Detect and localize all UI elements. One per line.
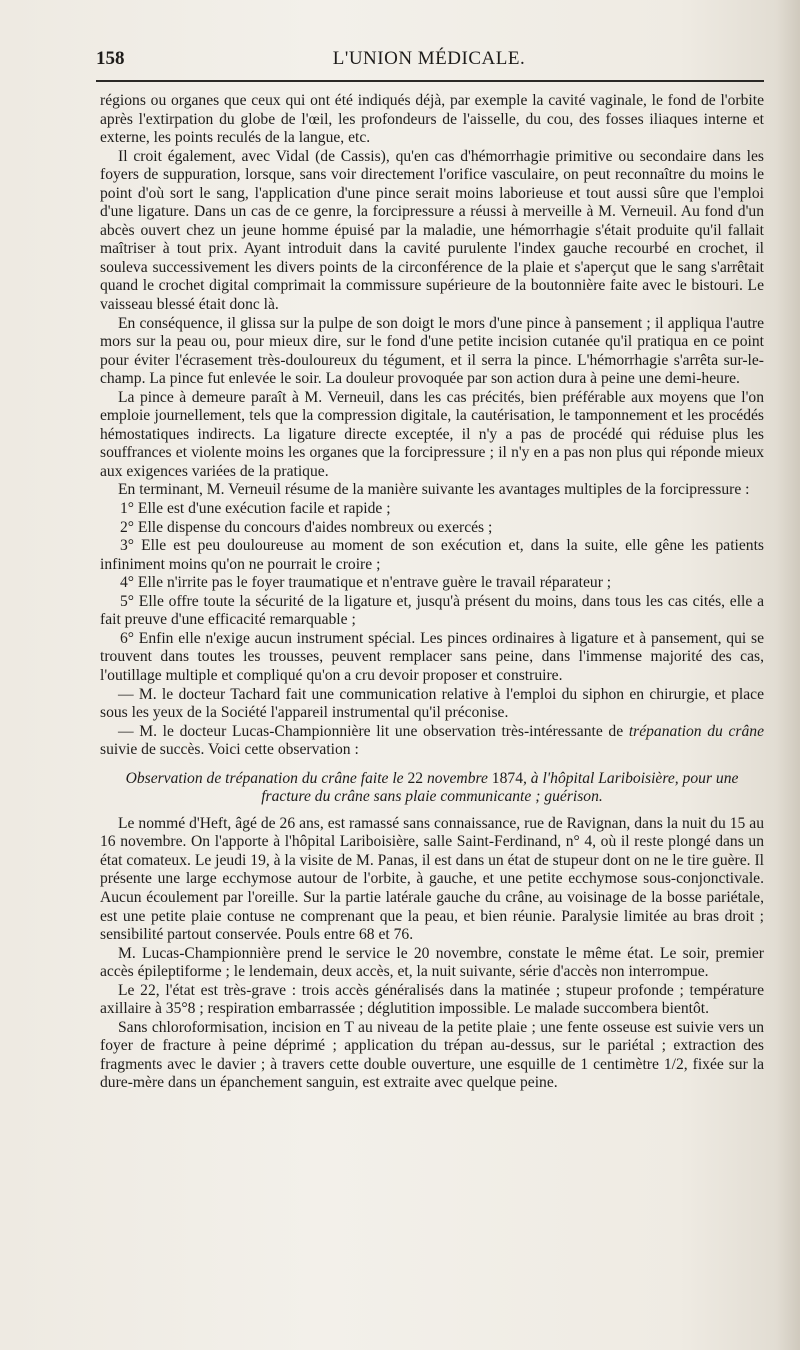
paragraph: En conséquence, il glissa sur la pulpe de son doigt le mors d'une pince à pansement ; il appliqua l'autre mors sur la peau ou, pour mieux dire, sur le fond d'une petite incision cutanée qu'il pratiqua en ce point pour éviter l'écrasement très-douloureux du tégument, et il serra la pince. L'hémorrhagie s'arrêta sur-le-champ. La pince fut enlevée le soir. La douleur provoquée par son action dura à peine une demi-heure. (100, 314, 764, 388)
paragraph: — M. le docteur Tachard fait une communication relative à l'emploi du siphon en chirurgie, et place sous les yeux de la Société l'appareil instrumental qu'il préconise. (100, 685, 764, 722)
header-rule (96, 80, 764, 82)
list-item: 6° Enfin elle n'exige aucun instrument spécial. Les pinces ordinaires à ligature et à pansement, qui se trouvent dans toutes les trousses, peuvent remplacer sans peine, dans l'immense majorité des cas, l'outillage multiple et compliqué qu'on a cru devoir proposer et construire. (100, 629, 764, 684)
list-item: 3° Elle est peu douloureuse au moment de son exécution et, dans la suite, elle gêne les patients infiniment moins qu'on ne pourrait le croire ; (100, 537, 764, 573)
paragraph: La pince à demeure paraît à M. Verneuil, dans les cas précités, bien préférable aux moyens que l'on emploie journellement, tels que la compression digitale, la cautérisation, le tamponnement et les procédés hémostatiques indirects. La ligature directe exceptée, il n'y a pas de procédé qui réduise plus les souffrances et violente moins les organes que la forcipressure ; il n'y en a pas non plus qui réponde mieux aux exigences variées de la pratique. (100, 388, 764, 480)
title-date: 22 (407, 769, 424, 787)
list-item: 4° Elle n'irrite pas le foyer traumatique et n'entrave guère le travail réparateur ; (120, 574, 612, 592)
paragraph: En terminant, M. Verneuil résume de la manière suivante les avantages multiples de la forcipressure : (118, 481, 750, 499)
paragraph: régions ou organes que ceux qui ont été indiqués déjà, par exemple la cavité vaginale, le fond de l'orbite après l'extirpation du globe de l'œil, les profondeurs de l'aisselle, du cou, des fosses iliaques interne et externe, les points reculés de la langue, etc. (100, 92, 764, 147)
paragraph: Sans chloroformisation, incision en T au niveau de la petite plaie ; une fente osseuse est suivie vers un foyer de fracture à peine déprimé ; application du trépan au-dessus, sur le pariétal ; extraction des fragments avec le davier ; à travers cette double ouverture, une esquille de 1 centimètre 1/2, fixée sur la dure-mère dans un épanchement sanguin, est extraite avec quelque peine. (100, 1018, 764, 1092)
running-title: L'UNION MÉDICALE. (332, 48, 526, 69)
list-item: 1° Elle est d'une exécution facile et rapide ; (120, 500, 391, 518)
observation-title (100, 770, 764, 807)
paragraph: Le nommé d'Heft, âgé de 26 ans, est ramassé sans connaissance, rue de Ravignan, dans la nuit du 15 au 16 novembre. On l'apporte à l'hôpital Lariboisière, salle Saint-Ferdinand, n° 4, où il reste plongé dans un état comateux. Le jeudi 19, à la visite de M. Panas, il est dans un état de stupeur dont on ne le tire guère. Il présente une large ecchymose autour de l'orbite, à gauche, et une petite ecchymose sous-conjonctivale. Aucun écoulement par l'oreille. Sur la partie latérale gauche du crâne, au voisinage de la bosse pariétale, est une petite plaie contuse ne comprenant que la peau, et bien réunie. Paralysie limitée au bras droit ; sensibilité partout conservée. Pouls entre 68 et 76. (100, 814, 764, 944)
article-body (100, 92, 764, 1093)
title-year: 1874 (491, 769, 523, 787)
title-text: novembre (423, 769, 492, 787)
paragraph (100, 723, 764, 760)
paragraph: Le 22, l'état est très-grave : trois accès généralisés dans la matinée ; stupeur profonde ; température axillaire à 35°8 ; respiration embarrassée ; déglutition impossible. Le malade succombera bientôt. (100, 981, 764, 1018)
paragraph: M. Lucas-Championnière prend le service le 20 novembre, constate le même état. Le soir, premier accès épileptiforme ; le lendemain, deux accès, et, la nuit suivante, série d'accès non interrompue. (100, 944, 764, 981)
emphasis-text: trépanation du crâne (628, 722, 764, 740)
paragraph: Il croit également, avec Vidal (de Cassis), qu'en cas d'hémorrhagie primitive ou secondaire dans les foyers de suppuration, lorsque, sans voir directement l'orifice vasculaire, on peut reconnaître du moins le point d'où sort le sang, l'application d'une pince serait moins laborieuse et tout aussi sûre que l'emploi d'une ligature. Dans un cas de ce genre, la forcipressure a réussi à merveille à M. Verneuil. Au fond d'un abcès ouvert chez un jeune homme épuisé par la maladie, une hémorrhagie s'était produite qu'il fallait maîtriser à tout prix. Ayant introduit dans la cavité purulente l'index gauche recourbé en crochet, il souleva successivement les divers points de la circonférence de la plaie et s'aperçut que le sang s'arrêtait quand le crochet digital comprimait la commissure supérieure de la boutonnière faite avec le bistouri. Le vaisseau blessé était donc là. (100, 147, 764, 314)
page-header (96, 44, 762, 74)
list-item: 2° Elle dispense du concours d'aides nombreux ou exercés ; (120, 518, 493, 536)
page-number: 158 (96, 48, 125, 69)
paragraph-text: — M. le docteur Lucas-Championnière lit une observation très-intéressante de (118, 722, 629, 740)
paragraph-text: suivie de succès. Voici cette observation : (100, 741, 359, 759)
title-text: Observation de trépanation du crâne faite le (125, 769, 408, 787)
title-text: , à l'hôpital Lariboisière, pour une fracture du crâne sans plaie communicante ; guérison. (261, 769, 739, 806)
list-item: 5° Elle offre toute la sécurité de la ligature et, jusqu'à présent du moins, dans tous les cas cités, elle a fait preuve d'une efficacité remarquable ; (100, 592, 764, 629)
